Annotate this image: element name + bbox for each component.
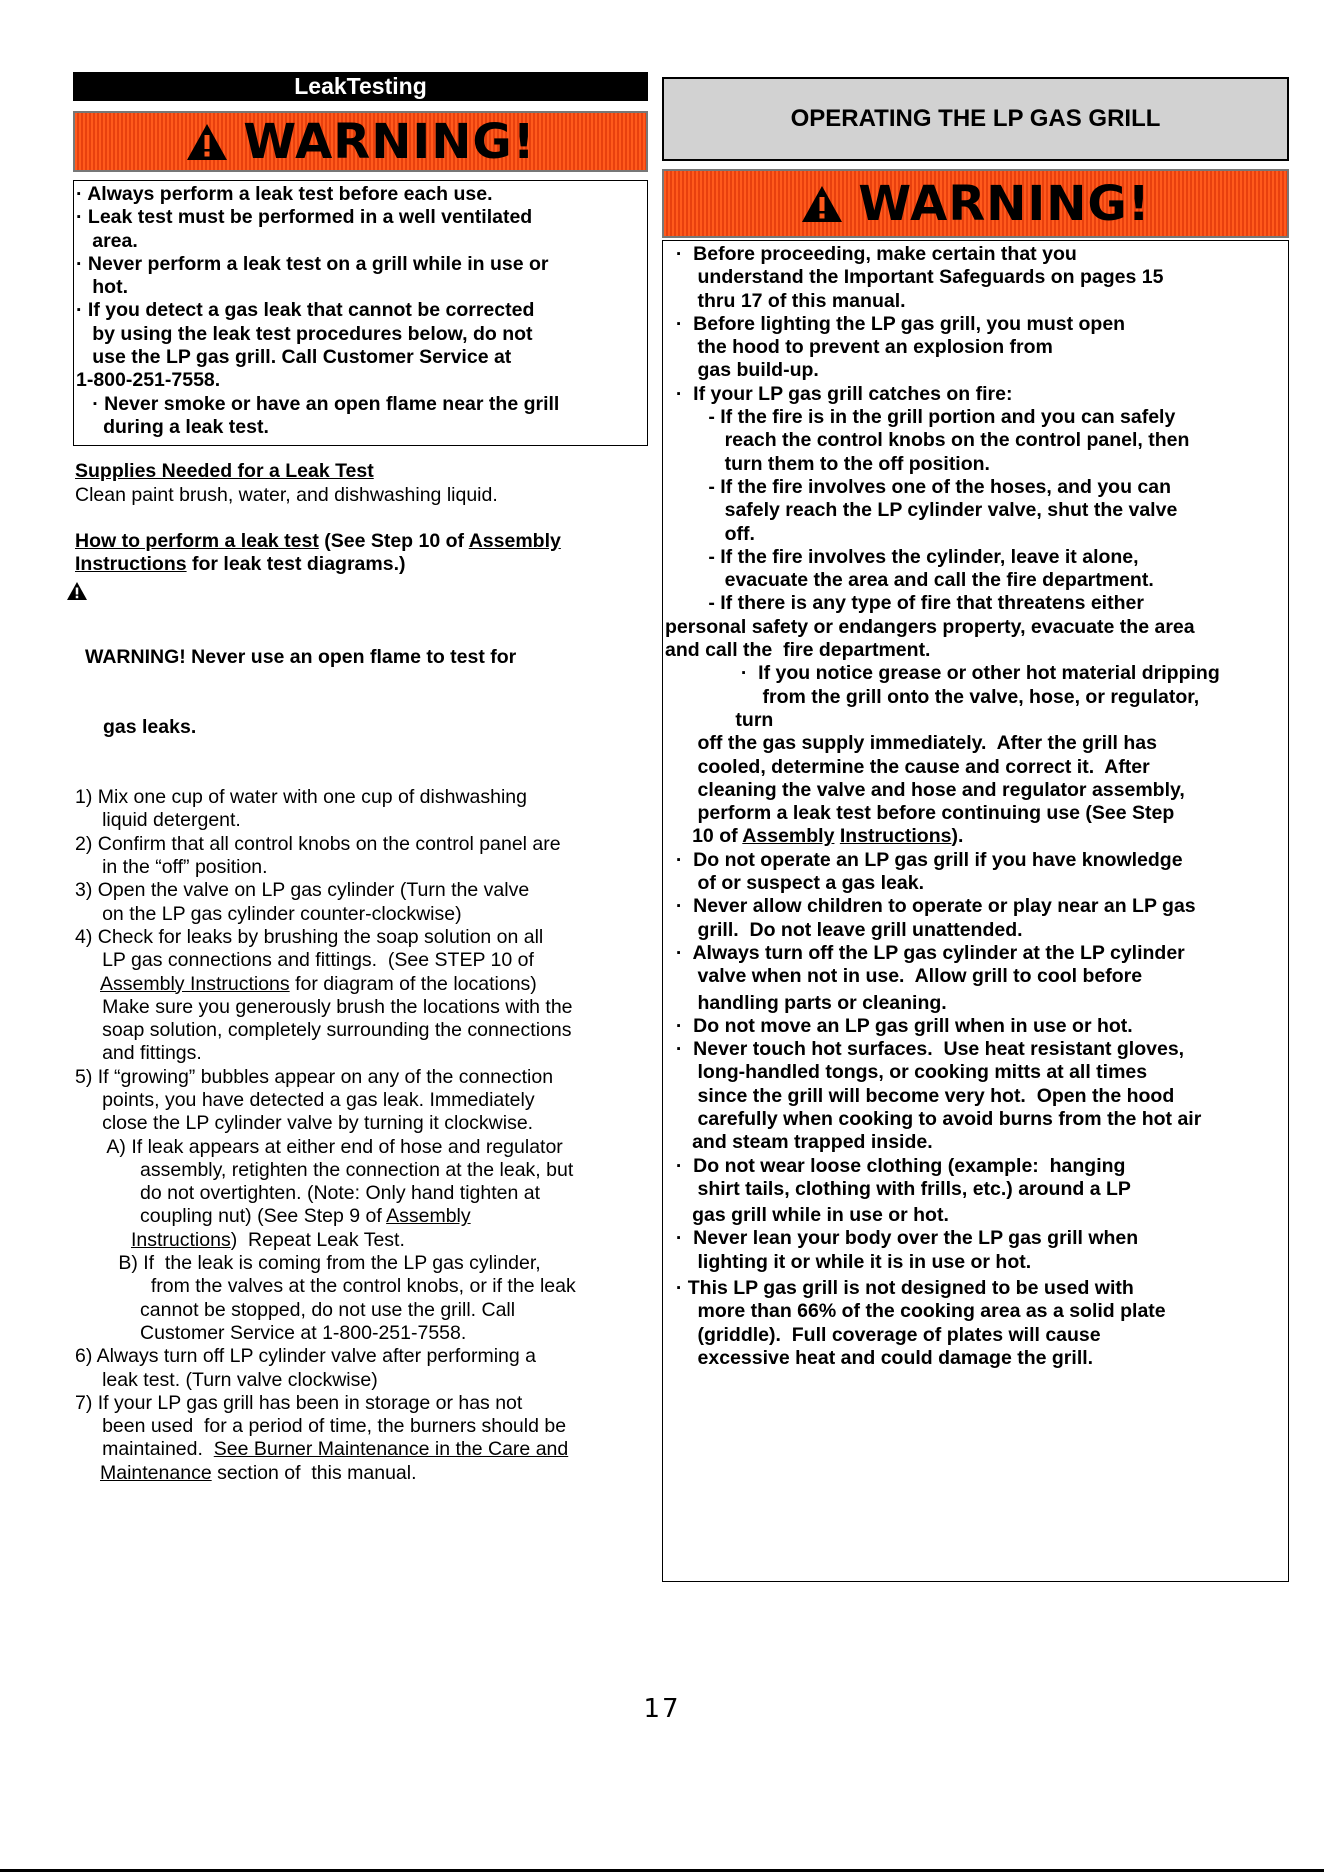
inline-warning <box>67 576 648 786</box>
operating-header: OPERATING THE LP GAS GRILL <box>662 77 1289 161</box>
warning-line: turn them to the off position. <box>665 452 990 475</box>
howto-see: (See Step 10 of <box>318 529 469 552</box>
inline-warning-line-2: gas leaks. <box>103 716 197 739</box>
warning-triangle-icon <box>800 184 844 224</box>
step-line: close the LP cylinder valve by turning it clockwise. <box>75 1112 534 1135</box>
warning-line: of or suspect a gas leak. <box>665 872 925 895</box>
warning-banner <box>662 169 1289 238</box>
instructions-link[interactable]: Instructions <box>75 553 187 576</box>
step-line: and fittings. <box>75 1042 202 1065</box>
howto-heading: How to perform a leak test <box>75 529 319 552</box>
warning-line: off. <box>665 522 755 545</box>
warning-line: grill. Do not leave grill unattended. <box>665 918 1023 941</box>
warning-line: personal safety or endangers property, evacuate the area <box>665 615 1195 638</box>
step-line: Customer Service at 1-800-251-7558. <box>75 1321 467 1344</box>
warning-line: (griddle). Full coverage of plates will cause <box>665 1323 1101 1346</box>
warning-line: off the gas supply immediately. After the grill has <box>665 732 1157 755</box>
warning-line: from the grill onto the valve, hose, or regulator, <box>665 685 1200 708</box>
warning-line: and steam trapped inside. <box>665 1131 933 1154</box>
stepA-pre: coupling nut) (See Step 9 of <box>75 1205 387 1228</box>
warning-line: turn <box>665 708 774 731</box>
instructions-link[interactable]: Instructions <box>839 825 952 848</box>
warning-line: understand the Important Safeguards on pages 15 <box>665 266 1164 289</box>
assembly-instructions-link[interactable]: Assembly Instructions <box>100 972 290 995</box>
warning-line: evacuate the area and call the fire department. <box>665 569 1154 592</box>
warning-line: cooled, determine the cause and correct it. After <box>665 755 1150 778</box>
warning-line: valve when not in use. Allow grill to cool before <box>665 965 1143 988</box>
warning-line: - If the fire involves the cylinder, leave it alone, <box>665 545 1139 568</box>
warning-line: · If you notice grease or other hot material dripping <box>665 662 1220 685</box>
section-title: LeakTesting <box>73 72 648 101</box>
warning-line: · Leak test must be performed in a well ventilated <box>76 206 533 229</box>
operating-warning-box <box>662 240 1289 1582</box>
warning-line: · Never perform a leak test on a grill while in use or <box>76 252 549 275</box>
warning-line: - If there is any type of fire that threatens either <box>665 592 1144 615</box>
maintenance-link[interactable]: Maintenance <box>100 1461 212 1484</box>
warning-line: thru 17 of this manual. <box>665 289 906 312</box>
warning-line: · Never lean your body over the LP gas grill when <box>665 1227 1139 1250</box>
assembly-link[interactable]: Assembly <box>386 1205 471 1228</box>
warning-line: · Always perform a leak test before each use. <box>76 183 493 205</box>
step-line: A) If leak appears at either end of hose and regulator <box>75 1135 563 1158</box>
step-line: soap solution, completely surrounding the connections <box>75 1019 572 1042</box>
inline-warning-line-1: WARNING! Never use an open flame to test for <box>85 646 517 669</box>
warning-line: the hood to prevent an explosion from <box>665 336 1053 359</box>
burner-maintenance-link[interactable]: See Burner Maintenance in the Care and <box>213 1438 569 1461</box>
warning-line: gas grill while in use or hot. <box>665 1204 949 1227</box>
assembly-link[interactable]: Assembly <box>742 825 835 848</box>
step-line: on the LP gas cylinder counter-clockwise) <box>75 902 462 925</box>
howto-section <box>73 530 648 1485</box>
step-ref-pre: 10 of <box>665 825 743 848</box>
supplies-section <box>73 460 648 507</box>
step-line: Make sure you generously brush the locations with the <box>75 995 573 1018</box>
step-line: been used for a period of time, the burners should be <box>75 1415 567 1438</box>
warning-label: WARNING! <box>858 175 1151 232</box>
warning-line: cleaning the valve and hose and regulator assembly, <box>665 778 1185 801</box>
step-line: LP gas connections and fittings. (See STEP 10 of <box>75 949 534 972</box>
warning-line: - If the fire is in the grill portion and you can safely <box>665 406 1176 429</box>
operating-column <box>662 77 1289 1582</box>
warning-line: · Never touch hot surfaces. Use heat resistant gloves, <box>665 1038 1185 1061</box>
warning-line: perform a leak test before continuing use (See Step <box>665 802 1175 825</box>
warning-line: use the LP gas grill. Call Customer Service at <box>76 346 512 369</box>
warning-line: · If your LP gas grill catches on fire: <box>665 382 1013 405</box>
step7-pre: maintained. <box>75 1438 214 1461</box>
warning-line: and call the fire department. <box>665 639 931 662</box>
warning-line: shirt tails, clothing with frills, etc.) around a LP <box>665 1177 1131 1200</box>
step-line: liquid detergent. <box>75 809 241 832</box>
step-line: do not overtighten. (Note: Only hand tighten at <box>75 1182 541 1205</box>
instructions-link[interactable]: Instructions <box>131 1228 231 1251</box>
warning-line: area. <box>76 229 138 252</box>
warning-triangle-icon <box>185 122 229 162</box>
warning-line: gas build-up. <box>665 359 819 382</box>
warning-line: · Always turn off the LP gas cylinder at the LP cylinder <box>665 941 1185 964</box>
page-number: 17 <box>643 1694 681 1724</box>
warning-line: · Never allow children to operate or play near an LP gas <box>665 895 1196 918</box>
warning-line: · Never smoke or have an open flame near the grill <box>76 392 560 415</box>
step-ref-tail: ). <box>951 825 964 848</box>
step-line: leak test. (Turn valve clockwise) <box>75 1368 378 1391</box>
step-line: from the valves at the control knobs, or if the leak <box>75 1275 576 1298</box>
warning-line: more than 66% of the cooking area as a solid plate <box>665 1300 1166 1323</box>
leak-warning-box <box>73 180 648 446</box>
warning-line: 1-800-251-7558. <box>76 369 221 392</box>
assembly-link[interactable]: Assembly <box>468 529 561 552</box>
warning-line: lighting it or while it is in use or hot. <box>665 1250 1032 1273</box>
step-line: 6) Always turn off LP cylinder valve after performing a <box>75 1345 537 1368</box>
step-line: assembly, retighten the connection at the leak, but <box>75 1158 574 1181</box>
supplies-text: Clean paint brush, water, and dishwashing liquid. <box>75 483 498 506</box>
warning-label: WARNING! <box>243 113 536 170</box>
warning-line: · This LP gas grill is not designed to be used with <box>665 1277 1134 1300</box>
warning-line: · Do not wear loose clothing (example: hanging <box>665 1154 1126 1177</box>
step-line: B) If the leak is coming from the LP gas cylinder, <box>75 1252 541 1275</box>
step-line: 5) If “growing” bubbles appear on any of the connection <box>75 1065 554 1088</box>
warning-line: excessive heat and could damage the grill. <box>665 1346 1094 1369</box>
step-line: cannot be stopped, do not use the grill. Call <box>75 1298 516 1321</box>
step-line: in the “off” position. <box>75 856 268 879</box>
step-line: points, you have detected a gas leak. Immediately <box>75 1088 535 1111</box>
supplies-heading: Supplies Needed for a Leak Test <box>75 460 374 483</box>
warning-line: - If the fire involves one of the hoses, and you can <box>665 475 1172 498</box>
step4-tail: for diagram of the locations) <box>289 972 537 995</box>
warning-line: handling parts or cleaning. <box>665 991 947 1014</box>
warning-line: · Before lighting the LP gas grill, you must open <box>665 312 1126 335</box>
warning-line: · Do not operate an LP gas grill if you have knowledge <box>665 848 1183 871</box>
step-line: 3) Open the valve on LP gas cylinder (Turn the valve <box>75 879 530 902</box>
step-line: 1) Mix one cup of water with one cup of dishwashing <box>75 786 527 809</box>
warning-line: long-handled tongs, or cooking mitts at all times <box>665 1061 1148 1084</box>
warning-banner <box>73 111 648 172</box>
step-line: 2) Confirm that all control knobs on the control panel are <box>75 832 561 855</box>
warning-line: · Do not move an LP gas grill when in use or hot. <box>665 1014 1133 1037</box>
howto-tail: for leak test diagrams.) <box>186 553 406 576</box>
step7-tail: section of this manual. <box>211 1461 417 1484</box>
warning-line: since the grill will become very hot. Open the hood <box>665 1084 1175 1107</box>
stepA-tail: ) Repeat Leak Test. <box>230 1228 405 1251</box>
warning-line: reach the control knobs on the control panel, then <box>665 429 1190 452</box>
warning-line: hot. <box>76 276 128 299</box>
step-line: 7) If your LP gas grill has been in storage or has not <box>75 1391 523 1414</box>
warning-triangle-icon <box>66 581 88 601</box>
leak-testing-column <box>73 72 648 1485</box>
warning-line: safely reach the LP cylinder valve, shut the valve <box>665 499 1178 522</box>
warning-line: carefully when cooking to avoid burns from the hot air <box>665 1107 1202 1130</box>
warning-line: · If you detect a gas leak that cannot be corrected <box>76 299 535 322</box>
warning-line: · Before proceeding, make certain that you <box>665 243 1077 265</box>
warning-line: during a leak test. <box>76 415 269 438</box>
warning-line: by using the leak test procedures below, do not <box>76 322 533 345</box>
step-line: 4) Check for leaks by brushing the soap solution on all <box>75 925 544 948</box>
